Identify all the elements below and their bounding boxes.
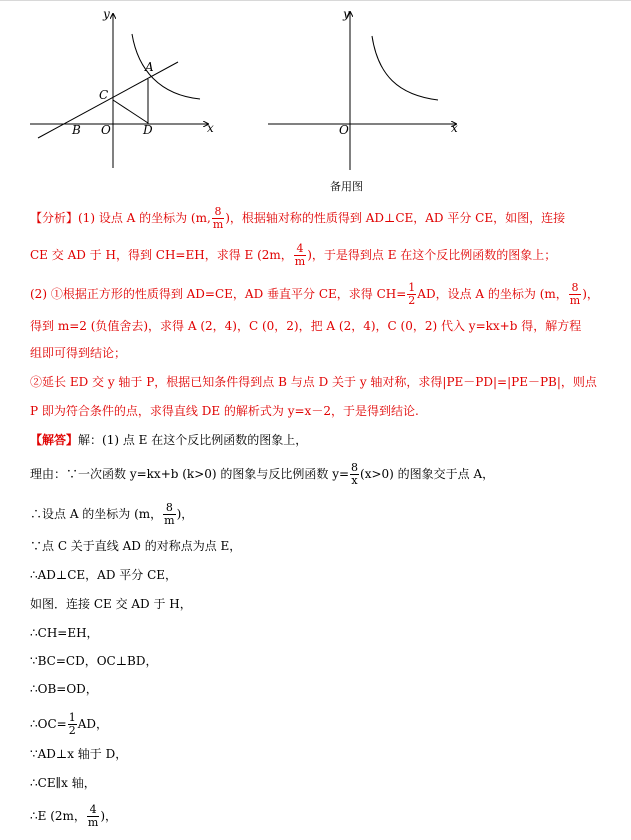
answer-line-12: ∴CE∥x 轴， xyxy=(30,776,96,790)
answer-line-11: ∵AD⊥x 轴于 D， xyxy=(30,747,128,761)
answer-line-7: ∴CH=EH， xyxy=(30,626,99,640)
analysis-line-4: 得到 m=2 (负值舍去)，求得 A (2，4)，C (0，2)，把 A (2，4)，C (0，2) 代入 y=kx+b 得，解方程 xyxy=(30,319,582,333)
analysis-line-6: ②延长 ED 交 y 轴于 P，根据已知条件得到点 B 与点 D 关于 y 轴对称，求得|PE－PD|=|PE－PB|，则点 xyxy=(30,375,597,389)
point-D-label: D xyxy=(143,123,153,137)
right-origin-label: O xyxy=(339,123,349,137)
point-O-label: O xyxy=(101,123,111,137)
point-B-label: B xyxy=(72,123,81,137)
answer-line-5: ∴AD⊥CE，AD 平分 CE， xyxy=(30,568,178,582)
analysis-line-7: P 即为符合条件的点，求得直线 DE 的解析式为 y=x－2，于是得到结论. xyxy=(30,404,419,418)
left-figure xyxy=(30,14,208,168)
answer-line-13: ∴E (2m， $\frac{4}{m}$ )， xyxy=(30,803,118,829)
answer-line-10: ∴OC= $\frac{1}{2}$ AD， xyxy=(30,711,109,737)
left-y-label: y xyxy=(103,7,110,21)
figure-caption: 备用图 xyxy=(330,180,363,193)
answer-line-9: ∴OB=OD， xyxy=(30,682,98,696)
analysis-line-5: 组即可得到结论； xyxy=(30,346,127,360)
answer-line-3: ∴设点 A 的坐标为 (m， $\frac{8}{m}$ )， xyxy=(30,501,194,527)
answer-line-6: 如图．连接 CE 交 AD 于 H， xyxy=(30,597,192,611)
answer-line-8: ∵BC=CD，OC⊥BD， xyxy=(30,654,158,668)
point-C-label: C xyxy=(99,88,109,102)
answer-line-4: ∵点 C 关于直线 AD 的对称点为点 E， xyxy=(30,539,242,553)
right-x-label: x xyxy=(451,121,458,135)
answer-line-1: 【解答】解：(1) 点 E 在这个反比例函数的图象上， xyxy=(30,433,308,447)
point-A-label: A xyxy=(145,60,154,74)
left-x-label: x xyxy=(207,121,214,135)
answer-line-2: 理由：∵一次函数 y=kx+b (k>0) 的图象与反比例函数 y= $\frac{8}{x}$ (x>0) 的图象交于点 A， xyxy=(30,461,495,487)
figures xyxy=(0,0,631,200)
analysis-line-1: 【分析】(1) 设点 A 的坐标为 (m, $\frac{8}{m}$ )，根据轴对称的性质得到 AD⊥CE，AD 平分 CE，如图，连接 xyxy=(30,205,566,231)
analysis-line-3: (2) ①根据正方形的性质得到 AD=CE，AD 垂直平分 CE，求得 CH= $\frac{1}{2}$ AD，设点 A 的坐标为 (m， $\frac{8}{m}$ )， xyxy=(30,281,599,307)
right-y-label: y xyxy=(343,7,350,21)
analysis-line-2: CE 交 AD 于 H，得到 CH=EH，求得 E (2m， $\frac{4}{m}$ )，于是得到点 E 在这个反比例函数的图象上； xyxy=(30,242,557,268)
right-figure xyxy=(268,12,456,170)
